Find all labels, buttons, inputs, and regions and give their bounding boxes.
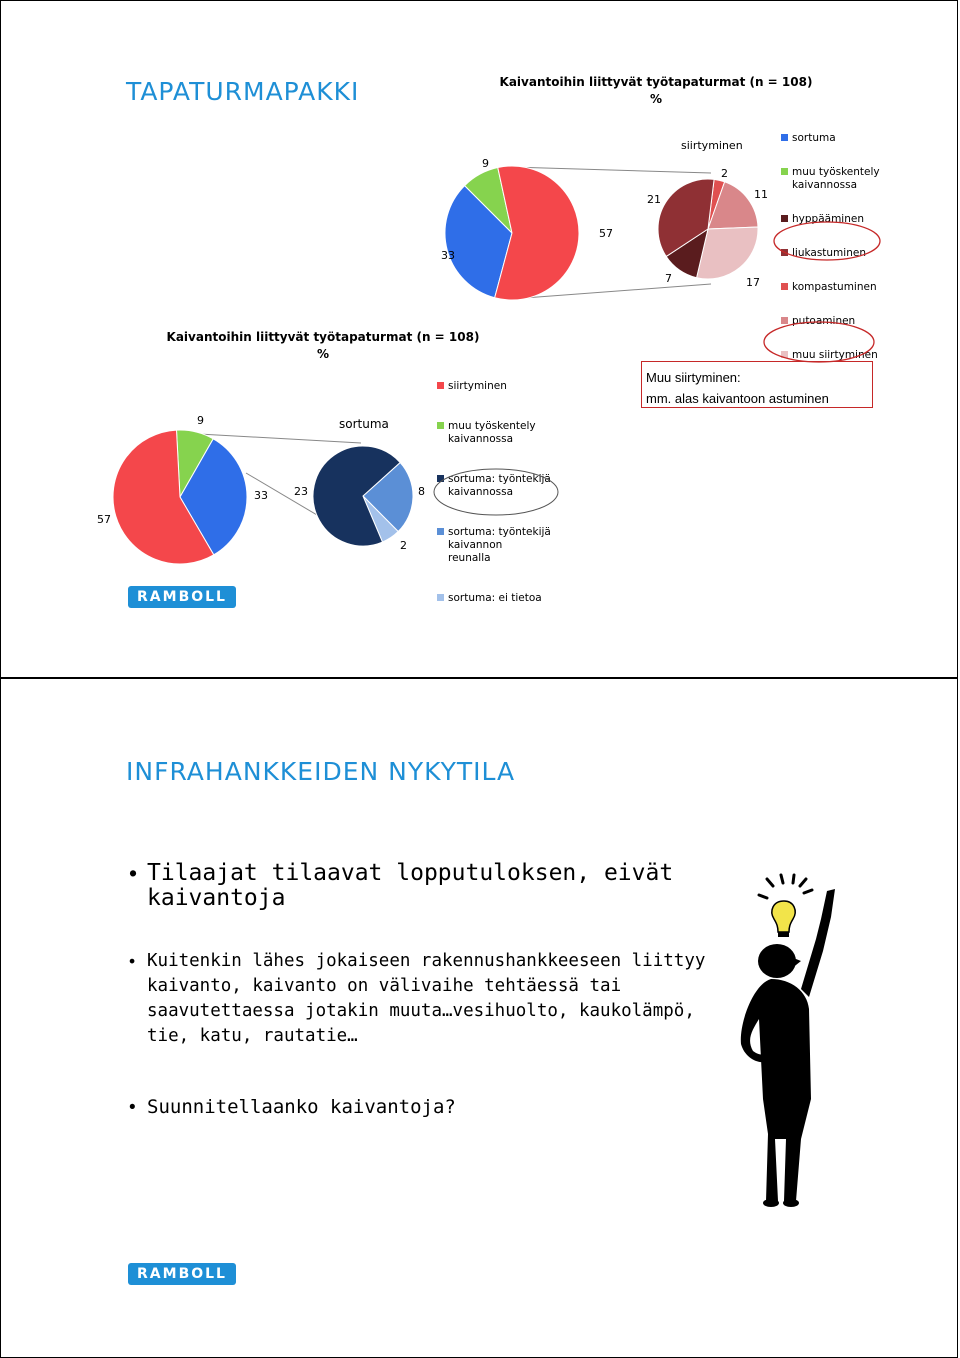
legend-label: kaivannossa	[792, 179, 858, 191]
legend-label: sortuma: työntekijä	[448, 526, 551, 538]
note-line-1: Muu siirtyminen:	[646, 370, 741, 385]
chart1-legend	[781, 132, 880, 361]
bullet-list	[129, 861, 729, 1120]
chart1-label-kompastuminen: 2	[721, 167, 728, 180]
legend-swatch	[781, 134, 788, 141]
legend-label: kaivannossa	[448, 486, 514, 498]
chart1-label-liukastuminen: 21	[647, 193, 661, 206]
bullet-item: • Suunnitellaanko kaivantoja?	[129, 1095, 729, 1120]
chart1-main-pie	[445, 166, 579, 300]
ramboll-logo: RAMBOLL	[128, 586, 236, 608]
chart2-label-kaivannossa: 23	[294, 485, 308, 498]
chart1-subtitle: %	[649, 92, 663, 106]
legend-label: hyppääminen	[792, 213, 864, 225]
bullet-item: • Kuitenkin lähes jokaiseen rakennushankkeeseen liittyy kaivanto, kaivanto on välivaihe tehtäessä tai saavutettaessa jotakin muuta…vesihuolto, kaukolämpö, tie, katu, rautatie…	[129, 949, 729, 1049]
chart2-label-siirtyminen: 57	[97, 513, 111, 526]
legend-swatch	[437, 475, 444, 482]
legend-swatch	[781, 317, 788, 324]
chart2-main-pie	[113, 430, 247, 564]
legend-swatch	[437, 382, 444, 389]
chart2-title: Kaivantoihin liittyvät työtapaturmat (n = 108)	[166, 330, 480, 344]
note-line-2: mm. alas kaivantoon astuminen	[646, 391, 829, 406]
slide-title: INFRAHANKKEIDEN NYKYTILA	[126, 757, 516, 786]
chart2-label-sortuma: 33	[254, 489, 268, 502]
chart1-label-hyppaaminen: 7	[665, 272, 672, 285]
chart1-label-siirtyminen: 57	[599, 227, 613, 240]
legend-label: sortuma: ei tietoa	[448, 592, 542, 604]
slide-tapaturmapakki	[0, 0, 958, 679]
slide-infrahankkeiden-nykytila	[0, 679, 958, 1358]
ramboll-logo: RAMBOLL	[128, 1263, 236, 1285]
legend-label: sortuma: työntekijä	[448, 473, 551, 485]
chart2-subtitle: %	[316, 347, 330, 361]
legend-label: liukastuminen	[792, 247, 866, 259]
legend-label: kaivannon	[448, 539, 503, 551]
chart1-label-muu: 9	[482, 157, 489, 170]
legend-label: muu työskentely	[448, 420, 536, 432]
legend-label: kaivannossa	[448, 433, 514, 445]
legend-swatch	[781, 215, 788, 222]
chart1-label-muu-siirtyminen: 17	[746, 276, 760, 289]
accident-pie-charts	[1, 1, 959, 680]
chart1-sub-pie	[658, 179, 758, 279]
legend-label: siirtyminen	[448, 380, 507, 392]
legend-label: putoaminen	[792, 315, 856, 327]
legend-label: reunalla	[448, 552, 491, 564]
chart1-title: Kaivantoihin liittyvät työtapaturmat (n = 108)	[499, 75, 813, 89]
chart1-sub-title: siirtyminen	[681, 139, 743, 152]
slide-title: TAPATURMAPAKKI	[126, 77, 360, 106]
legend-swatch	[437, 528, 444, 535]
chart2-label-reunalla: 8	[418, 485, 425, 498]
legend-label: sortuma	[792, 132, 836, 144]
legend-swatch	[437, 594, 444, 601]
legend-label: muu siirtyminen	[792, 349, 878, 361]
chart2-label-ei-tietoa: 2	[400, 539, 407, 552]
bullet-item: • Tilaajat tilaavat lopputuloksen, eivät kaivantoja	[129, 861, 729, 911]
note-box	[641, 361, 873, 408]
chart2-label-muu: 9	[197, 414, 204, 427]
chart2-legend	[437, 380, 551, 604]
chart1-label-putoaminen: 11	[754, 188, 768, 201]
legend-swatch	[437, 422, 444, 429]
legend-swatch	[781, 283, 788, 290]
chart2-sub-title: sortuma	[339, 417, 389, 431]
legend-label: muu työskentely	[792, 166, 880, 178]
chart1-label-sortuma: 33	[441, 249, 455, 262]
legend-label: kompastuminen	[792, 281, 877, 293]
legend-swatch	[781, 168, 788, 175]
chart2-sub-pie	[313, 446, 413, 546]
